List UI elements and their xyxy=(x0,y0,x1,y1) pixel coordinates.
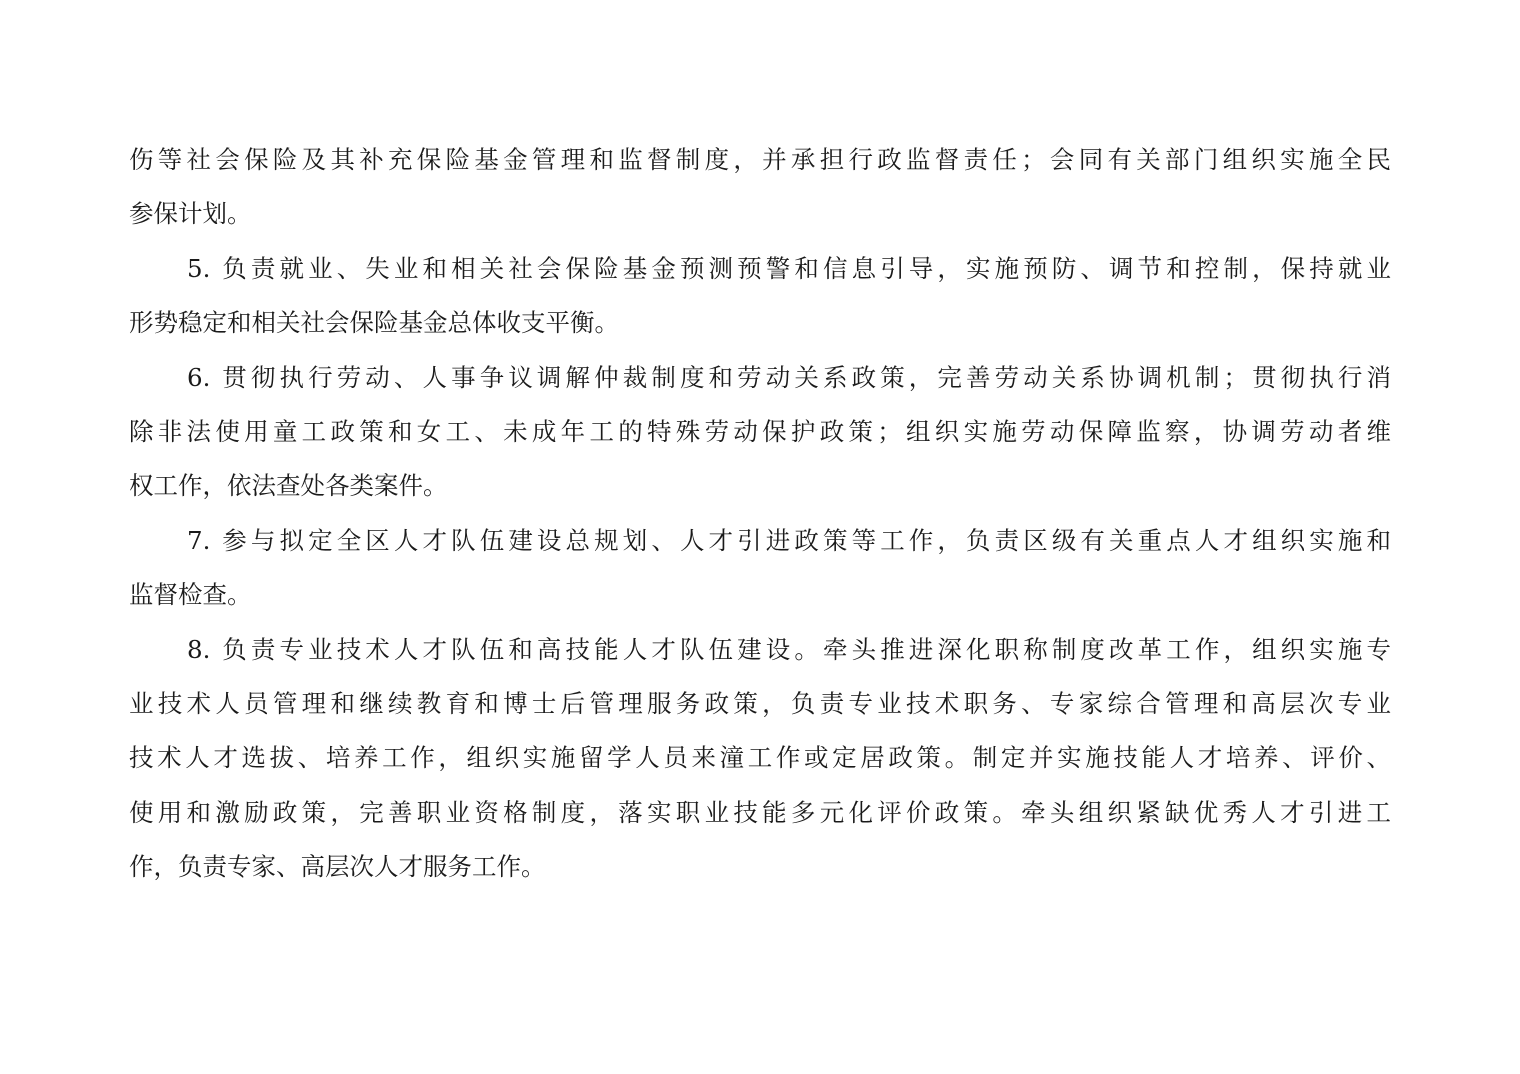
text-line: 5. 负责就业、失业和相关社会保险基金预测预警和信息引导，实施预防、调节和控制，保持就业 xyxy=(187,253,1391,283)
text-line: 伤等社会保险及其补充保险基金管理和监督制度，并承担行政监督责任；会同有关部门组织实施全民 xyxy=(129,145,1391,174)
document-body xyxy=(129,133,1391,894)
text-line: 6. 贯彻执行劳动、人事争议调解仲裁制度和劳动关系政策，完善劳动关系协调机制；贯彻执行消 xyxy=(187,362,1391,392)
text-line: 7. 参与拟定全区人才队伍建设总规划、人才引进政策等工作，负责区级有关重点人才组织实施和 xyxy=(187,525,1391,555)
text-line: 参保计划。 xyxy=(129,199,252,229)
text-line: 业技术人员管理和继续教育和博士后管理服务政策，负责专业技术职务、专家综合管理和高层次专业 xyxy=(129,688,1391,718)
text-line: 形势稳定和相关社会保险基金总体收支平衡。 xyxy=(129,308,619,338)
text-line: 除非法使用童工政策和女工、未成年工的特殊劳动保护政策；组织实施劳动保障监察，协调劳动者维 xyxy=(129,416,1391,446)
text-line: 8. 负责专业技术人才队伍和高技能人才队伍建设。牵头推进深化职称制度改革工作，组织实施专 xyxy=(187,634,1391,664)
text-line: 技术人才选拔、培养工作，组织实施留学人员来潼工作或定居政策。制定并实施技能人才培养、评价、 xyxy=(129,743,1391,773)
text-line: 使用和激励政策，完善职业资格制度，落实职业技能多元化评价政策。牵头组织紧缺优秀人才引进工 xyxy=(129,797,1391,827)
text-line: 监督检查。 xyxy=(129,580,252,610)
text-line: 作，负责专家、高层次人才服务工作。 xyxy=(129,852,546,882)
text-line: 权工作，依法查处各类案件。 xyxy=(129,471,448,501)
